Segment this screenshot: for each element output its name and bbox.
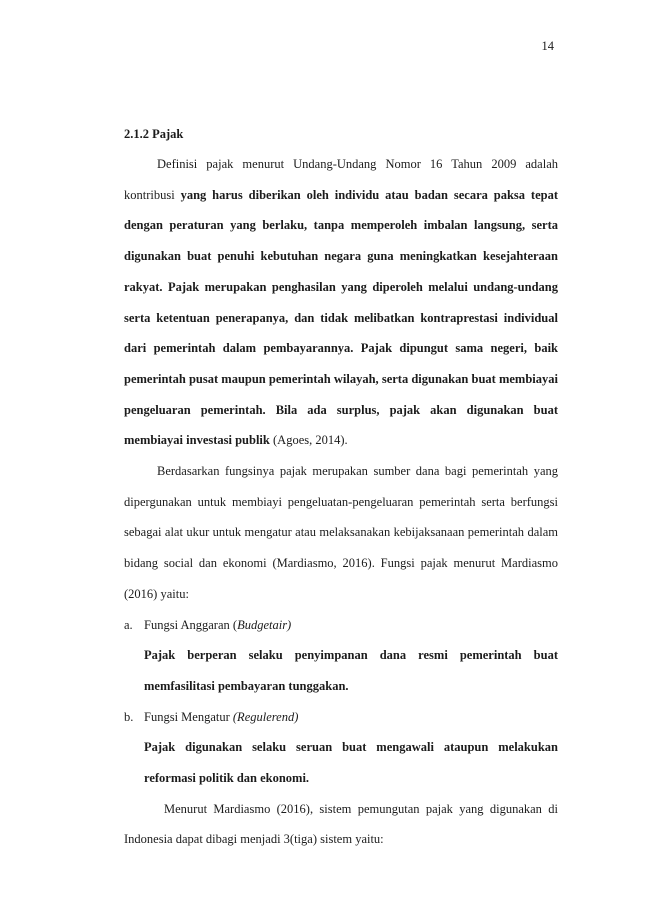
list-title: Fungsi Anggaran (Budgetair) (144, 617, 292, 632)
list-item-a (124, 610, 558, 641)
system-paragraph: Menurut Mardiasmo (2016), sistem pemungutan pajak yang digunakan di Indonesia dapat dibagi menjadi 3(tiga) sistem yaitu: (124, 801, 558, 847)
definition-bold-text: yang harus diberikan oleh individu atau badan secara paksa tepat dengan peraturan yang berlaku, tanpa memperoleh imbalan langsung, serta digunakan buat penuhi kebutuhan negara guna meningkatkan kesejahteraan rakyat. Pajak merupakan penghasilan yang diperoleh melalui undang-undang serta ketentuan penerapanya, dan tidak melibatkan kontraprestasi individual dari pemerintah dalam pembayarannya. Pajak dipungut sama negeri, baik pemerintah pusat maupun pemerintah wilayah, serta digunakan buat membiayai pengeluaran pemerintah. Bila ada surplus, pajak akan digunakan buat membiayai investasi publik (124, 187, 558, 448)
definition-lead: Definisi pajak menurut Undang-Undang Nomor 16 Tahun 2009 adalah kontribusi (124, 157, 558, 202)
page-body (124, 119, 558, 855)
list-marker: b. (124, 709, 134, 724)
function-paragraph: Berdasarkan fungsinya pajak merupakan sumber dana bagi pemerintah yang dipergunakan untuk membiayi pengeluatan-pengeluaran pemerintah serta berfungsi sebagai alat ukur untuk mengatur atau melaksanakan kebijaksanaan pemerintah dalam bidang social dan ekonomi (Mardiasmo, 2016). Fungsi pajak menurut Mardiasmo (2016) yaitu: (124, 464, 558, 601)
section-heading: 2.1.2 Pajak (124, 127, 184, 141)
definition-paragraph (124, 149, 558, 456)
list-title: Fungsi Mengatur (Regulerend) (144, 709, 299, 724)
page-number: 14 (541, 39, 554, 53)
list-item-b (124, 702, 558, 733)
definition-citation: (Agoes, 2014). (269, 433, 348, 448)
list-description: Pajak digunakan selaku seruan buat mengawali ataupun melakukan reformasi politik dan ekonomi. (144, 740, 558, 786)
list-description: Pajak berperan selaku penyimpanan dana resmi pemerintah buat memfasilitasi pembayaran tunggakan. (144, 648, 558, 693)
list-marker: a. (124, 617, 133, 632)
